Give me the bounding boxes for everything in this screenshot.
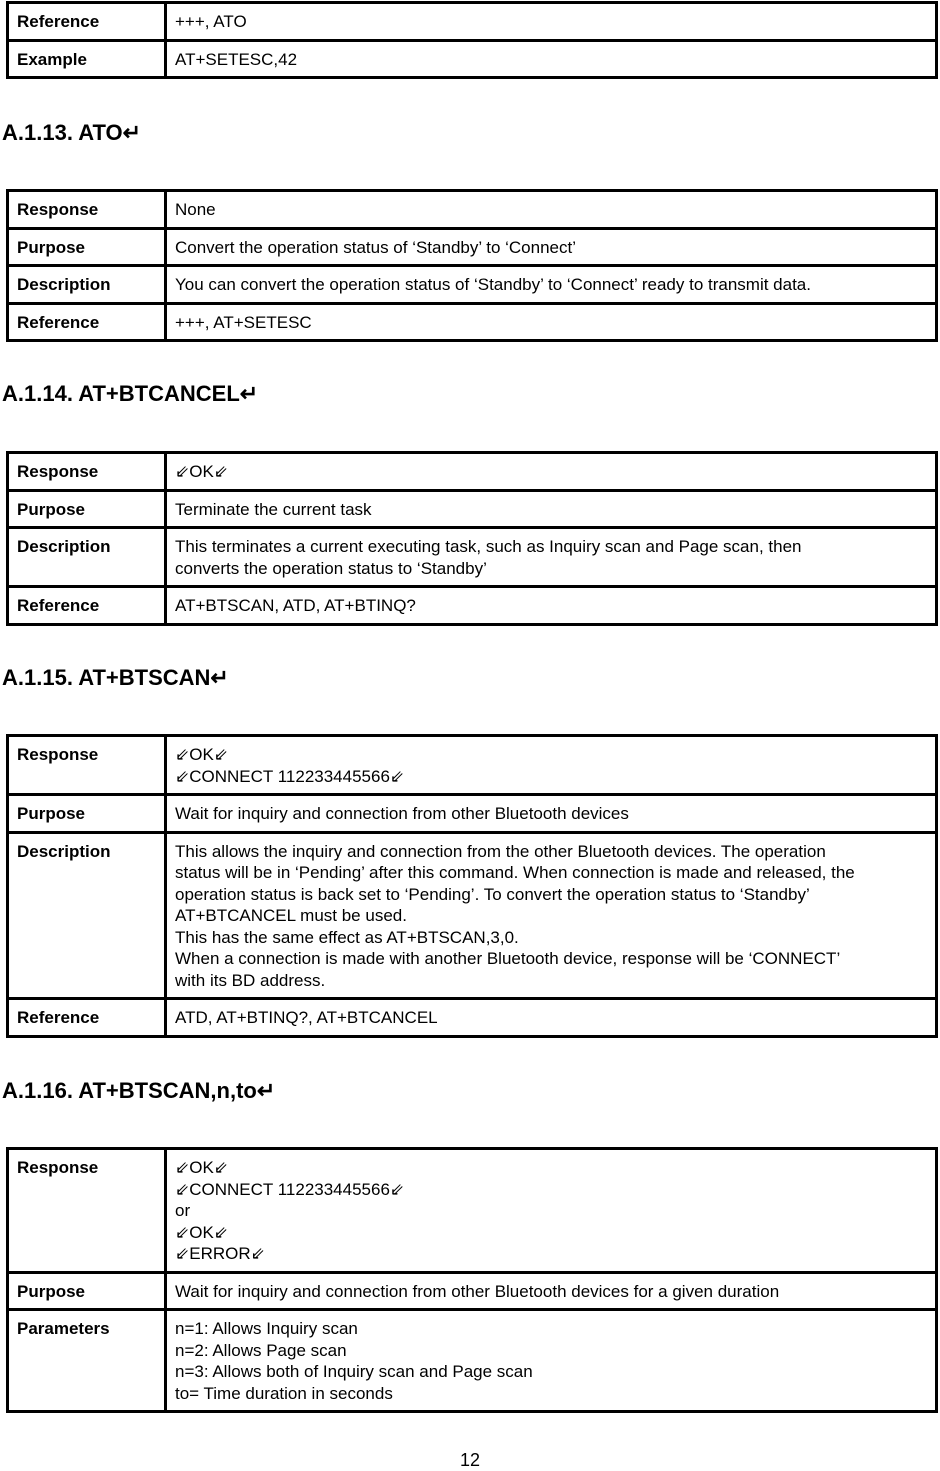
row-value: Wait for inquiry and connection from other Bluetooth devices for a given duration — [166, 1272, 937, 1310]
row-key: Reference — [8, 3, 166, 41]
row-value: AT+BTSCAN, ATD, AT+BTINQ? — [166, 587, 937, 625]
row-key: Response — [8, 453, 166, 491]
section-heading-a115: A.1.15. AT+BTSCAN↵ — [2, 665, 229, 690]
table-row — [8, 832, 937, 999]
section-heading-a113: A.1.13. ATO↵ — [2, 120, 142, 145]
row-key: Purpose — [8, 1272, 166, 1310]
row-key: Response — [8, 191, 166, 229]
row-key: Reference — [8, 587, 166, 625]
row-key: Purpose — [8, 490, 166, 528]
row-value: Terminate the current task — [166, 490, 937, 528]
row-key: Purpose — [8, 228, 166, 266]
table-row — [8, 587, 937, 625]
table-a116 — [6, 1147, 938, 1413]
table-row — [8, 490, 937, 528]
table-row — [8, 1310, 937, 1412]
row-value: You can convert the operation status of ‘Standby’ to ‘Connect’ ready to transmit data. — [166, 266, 937, 304]
row-value: AT+SETESC,42 — [166, 40, 937, 78]
row-value: ⇙OK⇙ ⇙CONNECT 112233445566⇙ or ⇙OK⇙ ⇙ERROR⇙ — [166, 1149, 937, 1273]
table-row — [8, 795, 937, 833]
table-a114 — [6, 451, 938, 626]
table-row — [8, 453, 937, 491]
row-key: Description — [8, 832, 166, 999]
section-heading-a116: A.1.16. AT+BTSCAN,n,to↵ — [2, 1078, 276, 1103]
table-row — [8, 736, 937, 795]
row-key: Description — [8, 266, 166, 304]
table-row — [8, 1149, 937, 1273]
row-value: ATD, AT+BTINQ?, AT+BTCANCEL — [166, 999, 937, 1037]
table-row — [8, 228, 937, 266]
table-row — [8, 3, 937, 41]
row-key: Description — [8, 528, 166, 587]
section-heading-a114: A.1.14. AT+BTCANCEL↵ — [2, 381, 259, 406]
row-value: +++, AT+SETESC — [166, 303, 937, 341]
page-number: 12 — [459, 1450, 481, 1470]
table-row — [8, 999, 937, 1037]
row-value: This allows the inquiry and connection from the other Bluetooth devices. The operation status will be in ‘Pending’ after this command. When connection is made and released, the operation status is back set to ‘Pending’. To convert the operation status to ‘Standby’ AT+BTCANCEL must be used. This has the same effect as AT+BTSCAN,3,0. When a connection is made with another Bluetooth device, response will be ‘CONNECT’ with its BD address. — [166, 832, 937, 999]
row-value: This terminates a current executing task, such as Inquiry scan and Page scan, then converts the operation status to ‘Standby’ — [166, 528, 937, 587]
row-key: Response — [8, 736, 166, 795]
table-row — [8, 40, 937, 78]
row-key: Example — [8, 40, 166, 78]
row-value: +++, ATO — [166, 3, 937, 41]
row-value: None — [166, 191, 937, 229]
row-value: ⇙OK⇙ — [166, 453, 937, 491]
table-row — [8, 266, 937, 304]
row-value: Convert the operation status of ‘Standby’ to ‘Connect’ — [166, 228, 937, 266]
table-row — [8, 191, 937, 229]
row-value: ⇙OK⇙ ⇙CONNECT 112233445566⇙ — [166, 736, 937, 795]
row-key: Reference — [8, 999, 166, 1037]
row-key: Response — [8, 1149, 166, 1273]
row-key: Parameters — [8, 1310, 166, 1412]
row-value: Wait for inquiry and connection from other Bluetooth devices — [166, 795, 937, 833]
row-key: Purpose — [8, 795, 166, 833]
row-value: n=1: Allows Inquiry scan n=2: Allows Page scan n=3: Allows both of Inquiry scan and Page scan to= Time duration in seconds — [166, 1310, 937, 1412]
table-row — [8, 303, 937, 341]
table-a113 — [6, 189, 938, 342]
table-ato-set-esc — [6, 1, 938, 79]
table-a115 — [6, 734, 938, 1038]
row-key: Reference — [8, 303, 166, 341]
table-row — [8, 528, 937, 587]
table-row — [8, 1272, 937, 1310]
